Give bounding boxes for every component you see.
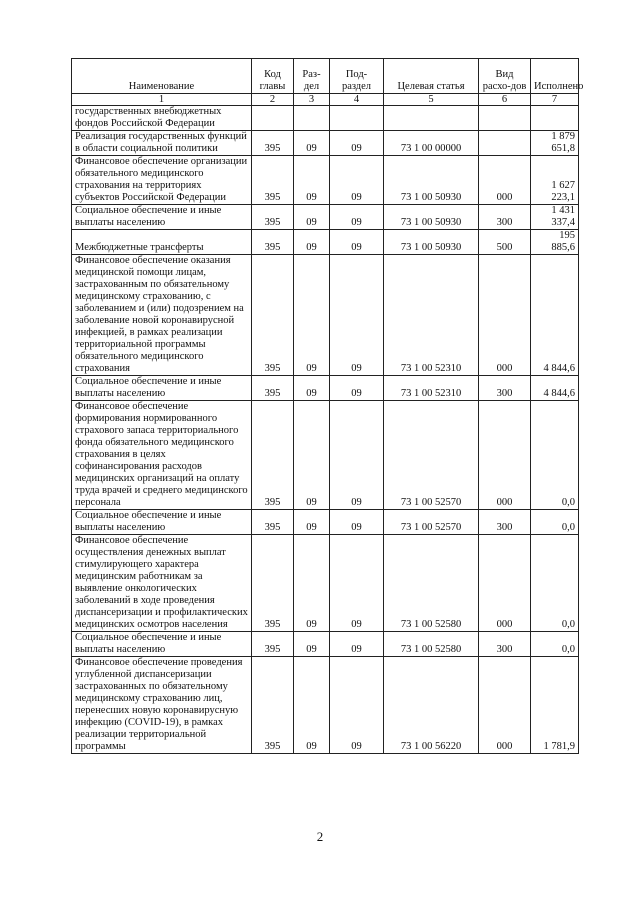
row-amount: 1 879 651,8 bbox=[531, 131, 579, 156]
header-chapter-code: Код главы bbox=[252, 59, 294, 94]
row-type: 000 bbox=[479, 657, 531, 754]
table-row bbox=[72, 106, 579, 131]
table-row bbox=[72, 657, 579, 754]
row-type: 500 bbox=[479, 230, 531, 255]
row-name: Межбюджетные трансферты bbox=[72, 230, 252, 255]
row-type bbox=[479, 106, 531, 131]
table-row bbox=[72, 230, 579, 255]
row-code: 395 bbox=[252, 510, 294, 535]
row-type: 000 bbox=[479, 535, 531, 632]
row-amount: 0,0 bbox=[531, 510, 579, 535]
row-type: 300 bbox=[479, 205, 531, 230]
row-target: 73 1 00 50930 bbox=[384, 230, 479, 255]
row-section: 09 bbox=[294, 156, 330, 205]
row-amount: 0,0 bbox=[531, 401, 579, 510]
row-section: 09 bbox=[294, 657, 330, 754]
row-code: 395 bbox=[252, 205, 294, 230]
row-type: 300 bbox=[479, 510, 531, 535]
row-subsection: 09 bbox=[330, 376, 384, 401]
row-target bbox=[384, 106, 479, 131]
row-amount: 4 844,6 bbox=[531, 255, 579, 376]
row-section: 09 bbox=[294, 230, 330, 255]
row-section: 09 bbox=[294, 131, 330, 156]
row-target: 73 1 00 00000 bbox=[384, 131, 479, 156]
row-type: 000 bbox=[479, 156, 531, 205]
row-code: 395 bbox=[252, 401, 294, 510]
table-row bbox=[72, 632, 579, 657]
row-amount: 0,0 bbox=[531, 632, 579, 657]
row-code: 395 bbox=[252, 657, 294, 754]
row-code: 395 bbox=[252, 376, 294, 401]
row-target: 73 1 00 52580 bbox=[384, 535, 479, 632]
row-amount: 1 781,9 bbox=[531, 657, 579, 754]
table-row bbox=[72, 205, 579, 230]
row-name: Финансовое обеспечение формирования нормированного страхового запаса территориального фонда обязательного медицинского страхования в целях софинансирования расходов медицинских организаций на оплату труда врачей и среднего медицинского персонала bbox=[72, 401, 252, 510]
row-section: 09 bbox=[294, 632, 330, 657]
row-target: 73 1 00 52570 bbox=[384, 401, 479, 510]
row-type: 000 bbox=[479, 255, 531, 376]
row-subsection bbox=[330, 106, 384, 131]
row-section: 09 bbox=[294, 255, 330, 376]
row-section: 09 bbox=[294, 376, 330, 401]
row-target: 73 1 00 52570 bbox=[384, 510, 479, 535]
column-number: 5 bbox=[384, 94, 479, 106]
row-subsection: 09 bbox=[330, 632, 384, 657]
header-subsection: Под-раздел bbox=[330, 59, 384, 94]
row-subsection: 09 bbox=[330, 156, 384, 205]
row-target: 73 1 00 50930 bbox=[384, 205, 479, 230]
row-subsection: 09 bbox=[330, 230, 384, 255]
row-section: 09 bbox=[294, 205, 330, 230]
row-amount: 1 431 337,4 bbox=[531, 205, 579, 230]
row-name: Финансовое обеспечение проведения углубленной диспансеризации застрахованных по обязательному медицинскому страхованию лиц, перенесших новую коронавирусную инфекцию (COVID-19), в рамках реализации территориальной программы bbox=[72, 657, 252, 754]
row-subsection: 09 bbox=[330, 535, 384, 632]
row-code: 395 bbox=[252, 131, 294, 156]
row-subsection: 09 bbox=[330, 401, 384, 510]
column-numbers-row bbox=[72, 94, 579, 106]
table-row bbox=[72, 156, 579, 205]
row-subsection: 09 bbox=[330, 131, 384, 156]
column-number: 7 bbox=[531, 94, 579, 106]
row-code: 395 bbox=[252, 156, 294, 205]
row-name: Финансовое обеспечение осуществления денежных выплат стимулирующего характера медицинским работникам за выявление онкологических заболеваний в ходе проведения диспансеризации и профилактических медицинских осмотров населения bbox=[72, 535, 252, 632]
row-name: Социальное обеспечение и иные выплаты населению bbox=[72, 632, 252, 657]
row-name: государственных внебюджетных фондов Российской Федерации bbox=[72, 106, 252, 131]
row-type bbox=[479, 131, 531, 156]
row-type: 300 bbox=[479, 632, 531, 657]
row-amount: 4 844,6 bbox=[531, 376, 579, 401]
row-name: Социальное обеспечение и иные выплаты населению bbox=[72, 376, 252, 401]
table-row bbox=[72, 510, 579, 535]
budget-execution-table bbox=[71, 58, 584, 754]
row-target: 73 1 00 52580 bbox=[384, 632, 479, 657]
page-number: 2 bbox=[316, 829, 324, 844]
column-number: 2 bbox=[252, 94, 294, 106]
row-section: 09 bbox=[294, 401, 330, 510]
row-section bbox=[294, 106, 330, 131]
header-executed: Исполнено bbox=[531, 59, 579, 94]
row-target: 73 1 00 50930 bbox=[384, 156, 479, 205]
row-amount: 1 627 223,1 bbox=[531, 156, 579, 205]
table-row bbox=[72, 131, 579, 156]
row-name: Реализация государственных функций в области социальной политики bbox=[72, 131, 252, 156]
header-target-article: Целевая статья bbox=[384, 59, 479, 94]
row-code: 395 bbox=[252, 535, 294, 632]
row-name: Финансовое обеспечение организации обязательного медицинского страхования на территориях субъектов Российской Федерации bbox=[72, 156, 252, 205]
row-type: 300 bbox=[479, 376, 531, 401]
row-target: 73 1 00 52310 bbox=[384, 255, 479, 376]
table-row bbox=[72, 535, 579, 632]
column-number: 4 bbox=[330, 94, 384, 106]
row-code: 395 bbox=[252, 230, 294, 255]
row-target: 73 1 00 56220 bbox=[384, 657, 479, 754]
row-amount: 195 885,6 bbox=[531, 230, 579, 255]
table-row bbox=[72, 401, 579, 510]
row-name: Социальное обеспечение и иные выплаты населению bbox=[72, 205, 252, 230]
row-name: Социальное обеспечение и иные выплаты населению bbox=[72, 510, 252, 535]
column-number: 3 bbox=[294, 94, 330, 106]
column-number: 1 bbox=[72, 94, 252, 106]
column-number: 6 bbox=[479, 94, 531, 106]
header-expense-type: Вид расхо-дов bbox=[479, 59, 531, 94]
row-type: 000 bbox=[479, 401, 531, 510]
header-name: Наименование bbox=[72, 59, 252, 94]
row-code: 395 bbox=[252, 632, 294, 657]
row-subsection: 09 bbox=[330, 255, 384, 376]
row-amount bbox=[531, 106, 579, 131]
row-target: 73 1 00 52310 bbox=[384, 376, 479, 401]
row-subsection: 09 bbox=[330, 657, 384, 754]
row-subsection: 09 bbox=[330, 205, 384, 230]
header-section: Раз-дел bbox=[294, 59, 330, 94]
row-section: 09 bbox=[294, 510, 330, 535]
row-name: Финансовое обеспечение оказания медицинской помощи лицам, застрахованным по обязательному медицинскому страхованию, с заболеванием и (или) подозрением на заболевание новой коронавирусной инфекцией, в рамках реализации территориальной программы обязательного медицинского страхования bbox=[72, 255, 252, 376]
row-subsection: 09 bbox=[330, 510, 384, 535]
table-row bbox=[72, 376, 579, 401]
row-amount: 0,0 bbox=[531, 535, 579, 632]
row-code bbox=[252, 106, 294, 131]
row-code: 395 bbox=[252, 255, 294, 376]
row-section: 09 bbox=[294, 535, 330, 632]
table-row bbox=[72, 255, 579, 376]
